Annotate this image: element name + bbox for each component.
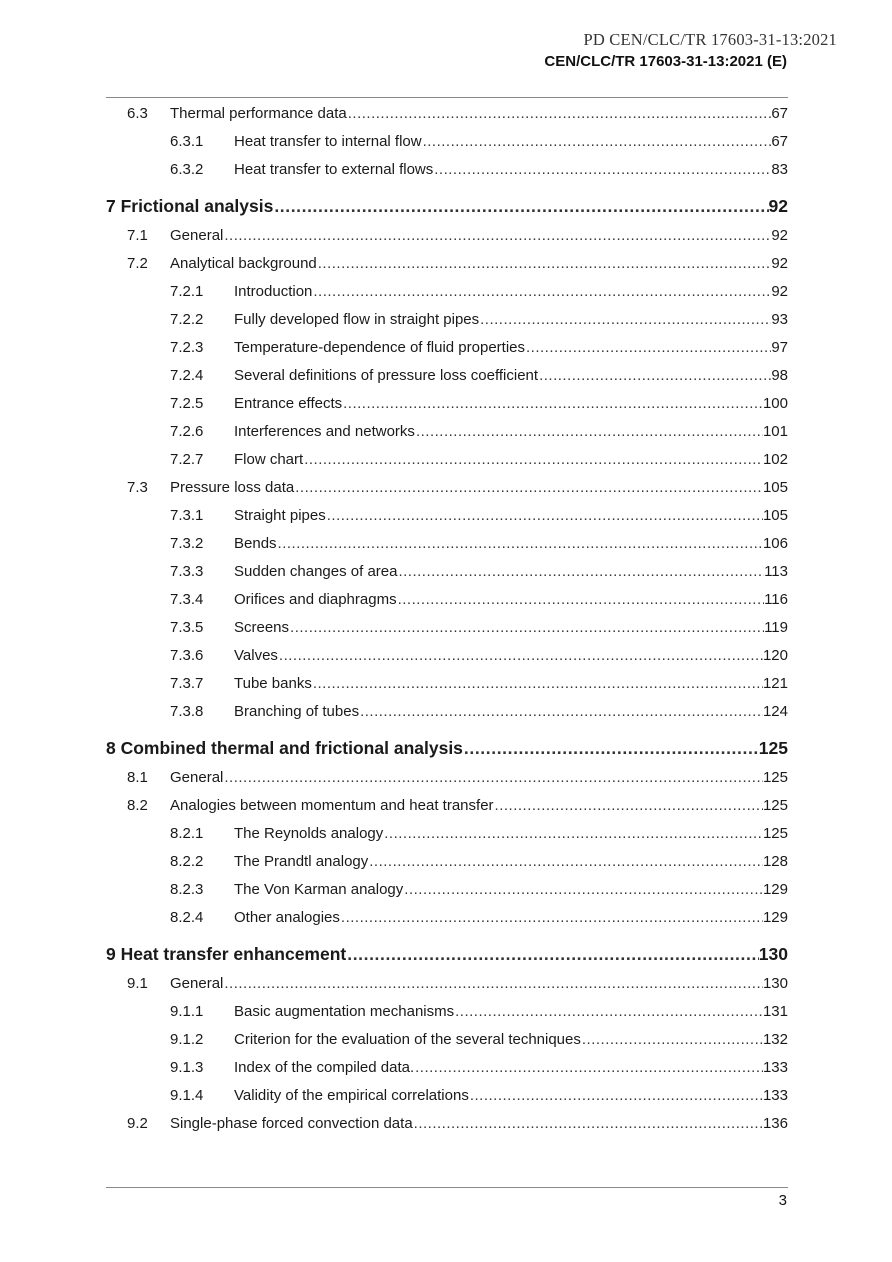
- dot-leader: [416, 418, 763, 446]
- dot-leader: [369, 848, 763, 876]
- toc-entry-number: 9.1.2: [170, 1031, 204, 1048]
- dot-leader: [224, 970, 763, 998]
- toc-entry-title: Several definitions of pressure loss coefficient: [234, 367, 539, 384]
- toc-entry-title: Straight pipes: [234, 507, 326, 524]
- toc-entry-title: General: [170, 227, 224, 244]
- toc-entry-number: 7.3.7: [170, 675, 204, 692]
- dot-leader: [398, 558, 764, 586]
- toc-entry-page: 92: [771, 255, 788, 272]
- toc-entry-page: 105: [762, 479, 788, 496]
- dot-leader: [539, 362, 771, 390]
- dot-leader: [384, 820, 763, 848]
- toc-entry[interactable]: [106, 970, 788, 998]
- toc-entry-number: 7.3.2: [170, 535, 204, 552]
- toc-entry[interactable]: [106, 558, 788, 586]
- toc-chapter-entry[interactable]: [106, 732, 788, 764]
- dot-leader: [348, 100, 772, 128]
- dot-leader: [434, 156, 771, 184]
- toc-entry-title: Single-phase forced convection data: [170, 1115, 413, 1132]
- dot-leader: [318, 250, 772, 278]
- dot-leader: [470, 1082, 763, 1110]
- toc-entry-number: 9.1.1: [170, 1003, 204, 1020]
- toc-entry-number: 7.2.2: [170, 311, 204, 328]
- toc-entry-page: 128: [762, 853, 788, 870]
- toc-entry[interactable]: [106, 418, 788, 446]
- toc-entry-title: Heat transfer to internal flow: [234, 133, 422, 150]
- toc-entry-title: General: [170, 769, 224, 786]
- toc-entry-title: Screens: [234, 619, 290, 636]
- toc-entry-page: 125: [762, 769, 788, 786]
- toc-entry-page: 125: [758, 738, 788, 758]
- toc-entry-title: Fully developed flow in straight pipes: [234, 311, 480, 328]
- toc-entry-number: 8.2.3: [170, 881, 204, 898]
- toc-entry[interactable]: [106, 446, 788, 474]
- toc-entry-title: Pressure loss data: [170, 479, 295, 496]
- toc-entry-number: 8.2.1: [170, 825, 204, 842]
- toc-entry-title: Frictional analysis: [120, 196, 274, 216]
- toc-entry-title: Analogies between momentum and heat transfer: [170, 797, 494, 814]
- toc-entry-number: 9.2: [127, 1115, 148, 1132]
- toc-chapter-entry[interactable]: [106, 190, 788, 222]
- toc-entry-title: Criterion for the evaluation of the several techniques: [234, 1031, 581, 1048]
- toc-entry-title: Sudden changes of area: [234, 563, 398, 580]
- dot-leader: [404, 876, 763, 904]
- toc-entry-page: 100: [762, 395, 788, 412]
- toc-entry[interactable]: [106, 530, 788, 558]
- toc-entry[interactable]: [106, 334, 788, 362]
- toc-entry-title: Index of the compiled data.: [234, 1059, 415, 1076]
- toc-entry-page: 131: [762, 1003, 788, 1020]
- toc-chapter-entry[interactable]: [106, 938, 788, 970]
- toc-entry-title: Entrance effects: [234, 395, 343, 412]
- toc-entry-page: 129: [762, 909, 788, 926]
- toc-entry-page: 125: [762, 825, 788, 842]
- toc-entry[interactable]: [106, 1054, 788, 1082]
- toc-entry[interactable]: [106, 1110, 788, 1138]
- toc-entry[interactable]: [106, 502, 788, 530]
- document-id-serif: PD CEN/CLC/TR 17603-31-13:2021: [583, 30, 837, 49]
- toc-entry-number: 9: [106, 944, 121, 964]
- toc-entry-number: 7.3.6: [170, 647, 204, 664]
- document-id: CEN/CLC/TR 17603-31-13:2021 (E): [544, 53, 787, 70]
- header-divider: [106, 97, 788, 98]
- toc-entry-page: 83: [771, 161, 788, 178]
- dot-leader: [313, 278, 771, 306]
- toc-entry-page: 67: [771, 105, 788, 122]
- toc-entry-page: 98: [771, 367, 788, 384]
- toc-entry[interactable]: [106, 306, 788, 334]
- toc-entry[interactable]: [106, 848, 788, 876]
- toc-entry-number: 7.2.1: [170, 283, 204, 300]
- toc-entry-title: Bends: [234, 535, 277, 552]
- toc-entry-number: 8.2: [127, 797, 148, 814]
- toc-entry-page: 102: [762, 451, 788, 468]
- toc-entry[interactable]: [106, 390, 788, 418]
- page-number: 3: [778, 1192, 787, 1209]
- toc-entry-title: Heat transfer enhancement: [120, 944, 347, 964]
- toc-entry-title: Basic augmentation mechanisms: [234, 1003, 455, 1020]
- toc-entry[interactable]: [106, 998, 788, 1026]
- footer-divider: [106, 1187, 788, 1188]
- dot-leader: [224, 222, 771, 250]
- dot-leader: [278, 530, 763, 558]
- toc-entry-number: 8.2.4: [170, 909, 204, 926]
- toc-entry[interactable]: [106, 904, 788, 932]
- toc-entry-title: Thermal performance data: [170, 105, 347, 122]
- toc-entry-number: 6.3: [127, 105, 148, 122]
- toc-entry-number: 7.2: [127, 255, 148, 272]
- dot-leader: [224, 764, 763, 792]
- toc-entry-page: 106: [762, 535, 788, 552]
- toc-entry[interactable]: [106, 642, 788, 670]
- toc-entry-page: 120: [762, 647, 788, 664]
- toc-entry-title: The Prandtl analogy: [234, 853, 369, 870]
- dot-leader: [582, 1026, 763, 1054]
- toc-entry-page: 129: [762, 881, 788, 898]
- toc-entry-number: 7.2.5: [170, 395, 204, 412]
- toc-entry-page: 101: [762, 423, 788, 440]
- toc-entry[interactable]: [106, 156, 788, 184]
- toc-entry[interactable]: [106, 586, 788, 614]
- toc-entry[interactable]: [106, 792, 788, 820]
- toc-entry-title: Branching of tubes: [234, 703, 360, 720]
- toc-entry[interactable]: [106, 764, 788, 792]
- toc-entry-title: The Reynolds analogy: [234, 825, 384, 842]
- toc-entry-page: 133: [762, 1087, 788, 1104]
- toc-entry[interactable]: [106, 250, 788, 278]
- toc-entry-page: 116: [764, 591, 788, 608]
- dot-leader: [360, 698, 763, 726]
- toc-entry-title: The Von Karman analogy: [234, 881, 404, 898]
- toc-entry-title: Temperature-dependence of fluid properties: [234, 339, 526, 356]
- table-of-contents: [106, 100, 788, 1138]
- dot-leader: [313, 670, 763, 698]
- toc-entry-page: 105: [762, 507, 788, 524]
- toc-entry-title: General: [170, 975, 224, 992]
- toc-entry-number: 6.3.2: [170, 161, 204, 178]
- toc-entry-page: 92: [771, 283, 788, 300]
- toc-entry-number: 9.1: [127, 975, 148, 992]
- dot-leader: [398, 586, 765, 614]
- dot-leader: [414, 1110, 763, 1138]
- toc-entry-page: 133: [762, 1059, 788, 1076]
- toc-entry-number: 7.3.8: [170, 703, 204, 720]
- toc-entry[interactable]: [106, 474, 788, 502]
- toc-entry-title: Introduction: [234, 283, 313, 300]
- toc-entry-title: Validity of the empirical correlations: [234, 1087, 469, 1104]
- toc-entry-page: 125: [762, 797, 788, 814]
- toc-entry-page: 113: [764, 563, 788, 580]
- dot-leader: [343, 390, 763, 418]
- toc-entry-page: 93: [771, 311, 788, 328]
- toc-entry-number: 7: [106, 196, 121, 216]
- toc-entry-number: 7.3.5: [170, 619, 204, 636]
- toc-entry-number: 7.3.3: [170, 563, 204, 580]
- toc-entry-title: Flow chart: [234, 451, 304, 468]
- toc-entry-number: 8: [106, 738, 121, 758]
- toc-entry-title: Analytical background: [170, 255, 317, 272]
- dot-leader: [274, 190, 768, 222]
- toc-entry[interactable]: [106, 614, 788, 642]
- toc-entry-number: 7.2.7: [170, 451, 204, 468]
- dot-leader: [304, 446, 763, 474]
- toc-entry-page: 119: [764, 619, 788, 636]
- toc-entry-number: 7.2.3: [170, 339, 204, 356]
- dot-leader: [295, 474, 763, 502]
- toc-entry-title: Combined thermal and frictional analysis: [120, 738, 463, 758]
- toc-entry-page: 132: [762, 1031, 788, 1048]
- dot-leader: [327, 502, 763, 530]
- toc-entry-title: Interferences and networks: [234, 423, 415, 440]
- toc-entry-page: 97: [771, 339, 788, 356]
- toc-entry[interactable]: [106, 698, 788, 726]
- toc-entry-page: 130: [762, 975, 788, 992]
- dot-leader: [279, 642, 763, 670]
- toc-entry-page: 92: [768, 196, 788, 216]
- dot-leader: [480, 306, 771, 334]
- toc-entry-number: 7.2.6: [170, 423, 204, 440]
- toc-entry[interactable]: [106, 222, 788, 250]
- dot-leader: [290, 614, 764, 642]
- toc-entry-title: Other analogies: [234, 909, 340, 926]
- toc-entry[interactable]: [106, 1026, 788, 1054]
- toc-entry-number: 7.3.1: [170, 507, 204, 524]
- dot-leader: [495, 792, 763, 820]
- toc-entry-title: Valves: [234, 647, 278, 664]
- toc-entry[interactable]: [106, 100, 788, 128]
- toc-entry-page: 124: [762, 703, 788, 720]
- toc-entry[interactable]: [106, 128, 788, 156]
- toc-entry-number: 7.1: [127, 227, 148, 244]
- toc-entry[interactable]: [106, 362, 788, 390]
- toc-entry-number: 7.3.4: [170, 591, 204, 608]
- toc-entry-title: Orifices and diaphragms: [234, 591, 397, 608]
- toc-entry[interactable]: [106, 670, 788, 698]
- toc-entry-number: 7.2.4: [170, 367, 204, 384]
- toc-entry-page: 67: [771, 133, 788, 150]
- dot-leader: [464, 732, 759, 764]
- dot-leader: [347, 938, 759, 970]
- toc-entry-page: 130: [758, 944, 788, 964]
- toc-entry-number: 7.3: [127, 479, 148, 496]
- toc-entry[interactable]: [106, 820, 788, 848]
- dot-leader: [423, 128, 772, 156]
- toc-entry[interactable]: [106, 278, 788, 306]
- toc-entry-number: 9.1.3: [170, 1059, 204, 1076]
- toc-entry-number: 8.1: [127, 769, 148, 786]
- dot-leader: [455, 998, 763, 1026]
- toc-entry-number: 8.2.2: [170, 853, 204, 870]
- dot-leader: [526, 334, 771, 362]
- dot-leader: [415, 1054, 763, 1082]
- toc-entry-number: 6.3.1: [170, 133, 204, 150]
- toc-entry-page: 121: [762, 675, 788, 692]
- toc-entry-title: Heat transfer to external flows: [234, 161, 434, 178]
- toc-entry-page: 136: [762, 1115, 788, 1132]
- toc-entry[interactable]: [106, 1082, 788, 1110]
- toc-entry-page: 92: [771, 227, 788, 244]
- dot-leader: [341, 904, 763, 932]
- toc-entry-title: Tube banks: [234, 675, 312, 692]
- toc-entry-number: 9.1.4: [170, 1087, 204, 1104]
- toc-entry[interactable]: [106, 876, 788, 904]
